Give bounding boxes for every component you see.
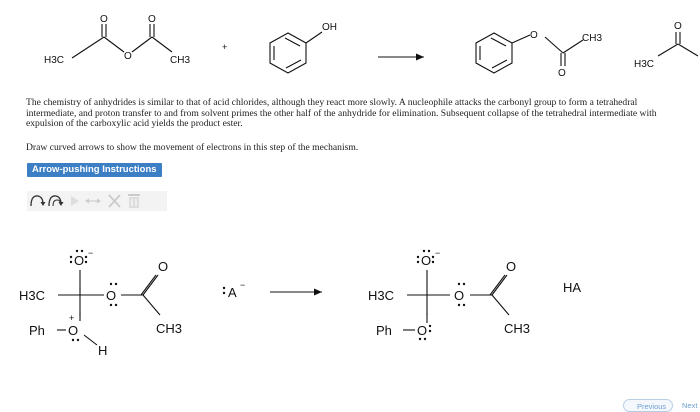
acid-carbonyl-oxygen: O [674,21,682,32]
reaction-scheme [0,0,700,95]
plus-sign: + [222,42,228,52]
trash-icon[interactable] [125,192,143,210]
left-bridge-oxygen: O [106,288,117,303]
base-charge: − [240,280,246,290]
left-alkoxide-charge: − [88,248,94,258]
base-A: A [228,285,237,300]
anhydride-methyl-left: H3C [44,55,65,66]
mechanism-canvas[interactable] [0,235,700,395]
anhydride-carbonyl-oxygen-1: O [100,14,108,25]
curved-arrow-icon[interactable] [28,192,46,210]
right-bridge-oxygen: O [454,288,465,303]
anhydride-methyl-right: CH3 [170,55,191,66]
right-ether-oxygen: O [417,323,428,338]
left-oxonium-oxygen: O [68,323,79,338]
phenol-hydroxyl: OH [322,22,337,33]
drawing-toolbar [27,191,167,211]
bond-tool-icon[interactable] [67,192,81,210]
right-phenyl: Ph [376,323,392,338]
left-phenyl: Ph [29,323,45,338]
ester-carbonyl-oxygen: O [558,68,566,79]
previous-button[interactable]: Previous [623,399,673,412]
right-carbonyl-oxygen: O [506,259,517,274]
double-curved-arrow-icon[interactable] [47,192,65,210]
left-oxonium-charge: + [69,313,75,323]
question-paragraph: The chemistry of anhydrides is similar to that of acid chlorides, although they react more slowly. A nucleophile attacks the carbonyl group to form a tetrahedral intermediate, and proton transfer to and from solvent primes the other half of the anhydride for elimination. Subsequent collapse of the tetrahedral intermediate with expulsion of the carboxylic acid yields the product ester. [26,97,657,130]
ester-oxygen: O [530,30,538,41]
right-acetyl-methyl: CH3 [504,321,531,336]
ester-methyl: CH3 [582,33,603,44]
arrow-pushing-instructions-button[interactable]: Arrow-pushing Instructions [27,163,162,177]
anhydride-bridge-oxygen: O [124,51,132,62]
left-acetyl-methyl: CH3 [156,321,183,336]
left-carbonyl-oxygen: O [158,259,169,274]
byproduct-HA: HA [563,280,582,295]
anhydride-carbonyl-oxygen-2: O [148,14,156,25]
delete-icon[interactable] [105,192,123,210]
right-alkoxide-oxygen: O [421,253,432,268]
left-alkoxide-oxygen: O [74,253,85,268]
next-button[interactable]: Next [682,401,698,410]
right-methyl: H3C [368,288,395,303]
instruction-text: Draw curved arrows to show the movement of electrons in this step of the mechanism. [26,142,359,153]
right-alkoxide-charge: − [435,248,441,258]
resonance-arrow-icon[interactable] [83,192,103,210]
left-hydrogen: H [98,343,108,358]
left-methyl: H3C [19,288,46,303]
acid-methyl: H3C [634,59,655,70]
